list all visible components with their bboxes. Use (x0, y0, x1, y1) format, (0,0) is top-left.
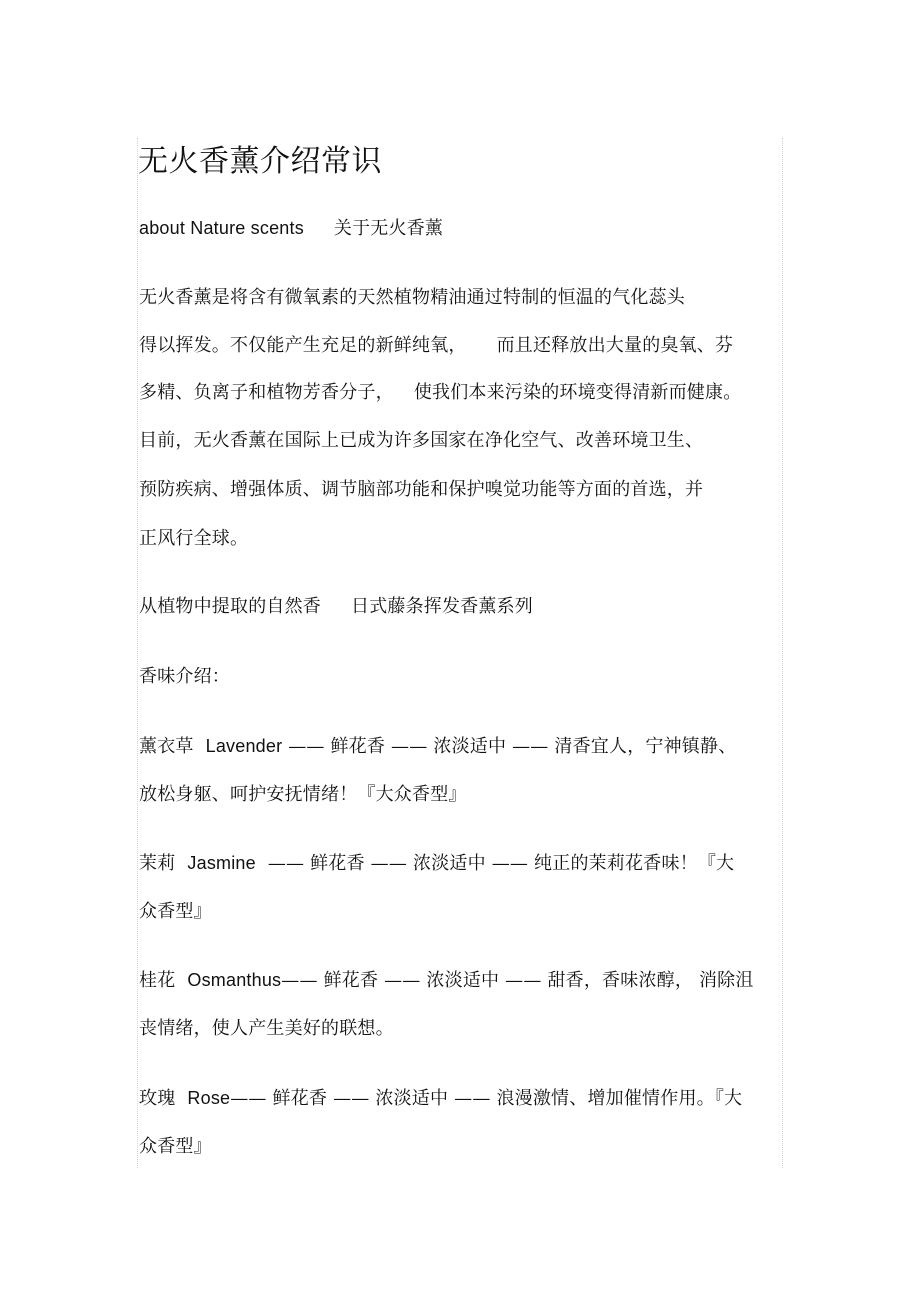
subtitle-en: about Nature scents (139, 218, 304, 238)
scent-osmanthus-line-2: 丧情绪，使人产生美好的联想。 (139, 1018, 394, 1039)
page-title: 无火香薰介绍常识 (138, 144, 382, 179)
intro-line-6: 正风行全球。 (139, 528, 249, 549)
series-right: 日式藤条挥发香薰系列 (351, 596, 533, 617)
scent-jasmine-line-1 (139, 851, 734, 876)
scent-osmanthus-zh: 桂花 (139, 970, 176, 991)
scent-osmanthus-desc: —— 鲜花香 —— 浓淡适中 —— 甜香，香味浓醇， 消除沮 (281, 970, 754, 991)
subtitle-line (139, 216, 443, 241)
page-border-left (137, 138, 138, 1168)
intro-line-1: 无火香薰是将含有微氧素的天然植物精油通过特制的恒温的气化蕊头 (139, 287, 685, 308)
intro-line-3 (139, 381, 741, 405)
scent-jasmine-desc: —— 鲜花香 —— 浓淡适中 —— 纯正的茉莉花香味！『大 (267, 853, 735, 874)
intro-line-5: 预防疾病、增强体质、调节脑部功能和保护嗅觉功能等方面的首选，并 (139, 479, 704, 500)
intro-line-2b: 而且还释放出大量的臭氧、芬 (496, 335, 734, 356)
scent-rose-line-1 (139, 1086, 742, 1111)
scent-rose-zh: 玫瑰 (139, 1088, 176, 1109)
series-left: 从植物中提取的自然香 (139, 596, 321, 617)
intro-line-4: 目前，无火香薰在国际上已成为许多国家在净化空气、改善环境卫生、 (139, 430, 704, 451)
subtitle-zh: 关于无火香薰 (333, 218, 444, 239)
intro-line-3b: 使我们本来污染的环境变得清新而健康。 (413, 382, 742, 403)
scent-lavender-en: Lavender (205, 736, 283, 756)
scent-lavender-zh: 薰衣草 (139, 736, 194, 757)
scent-osmanthus-en: Osmanthus (187, 970, 282, 990)
scent-jasmine-zh: 茉莉 (139, 853, 176, 874)
scent-lavender-line-1 (139, 734, 736, 759)
scent-rose-line-2: 众香型』 (139, 1136, 212, 1157)
scent-intro-label: 香味介绍： (139, 666, 230, 687)
series-line (139, 595, 533, 619)
scent-lavender-desc: —— 鲜花香 —— 浓淡适中 —— 清香宜人，宁神镇静、 (288, 736, 737, 757)
intro-line-3a: 多精、负离子和植物芳香分子， (139, 382, 394, 403)
scent-jasmine-line-2: 众香型』 (139, 901, 212, 922)
intro-line-2 (139, 334, 733, 358)
scent-rose-desc: —— 鲜花香 —— 浓淡适中 —— 浪漫激情、增加催情作用。『大 (230, 1088, 743, 1109)
scent-jasmine-en: Jasmine (187, 853, 256, 873)
scent-osmanthus-line-1 (139, 968, 754, 993)
scent-rose-en: Rose (187, 1088, 231, 1108)
page-border-right (782, 138, 783, 1168)
scent-lavender-line-2: 放松身躯、呵护安抚情绪！『大众香型』 (139, 784, 467, 805)
intro-line-2a: 得以挥发。不仅能产生充足的新鲜纯氧， (139, 335, 467, 356)
